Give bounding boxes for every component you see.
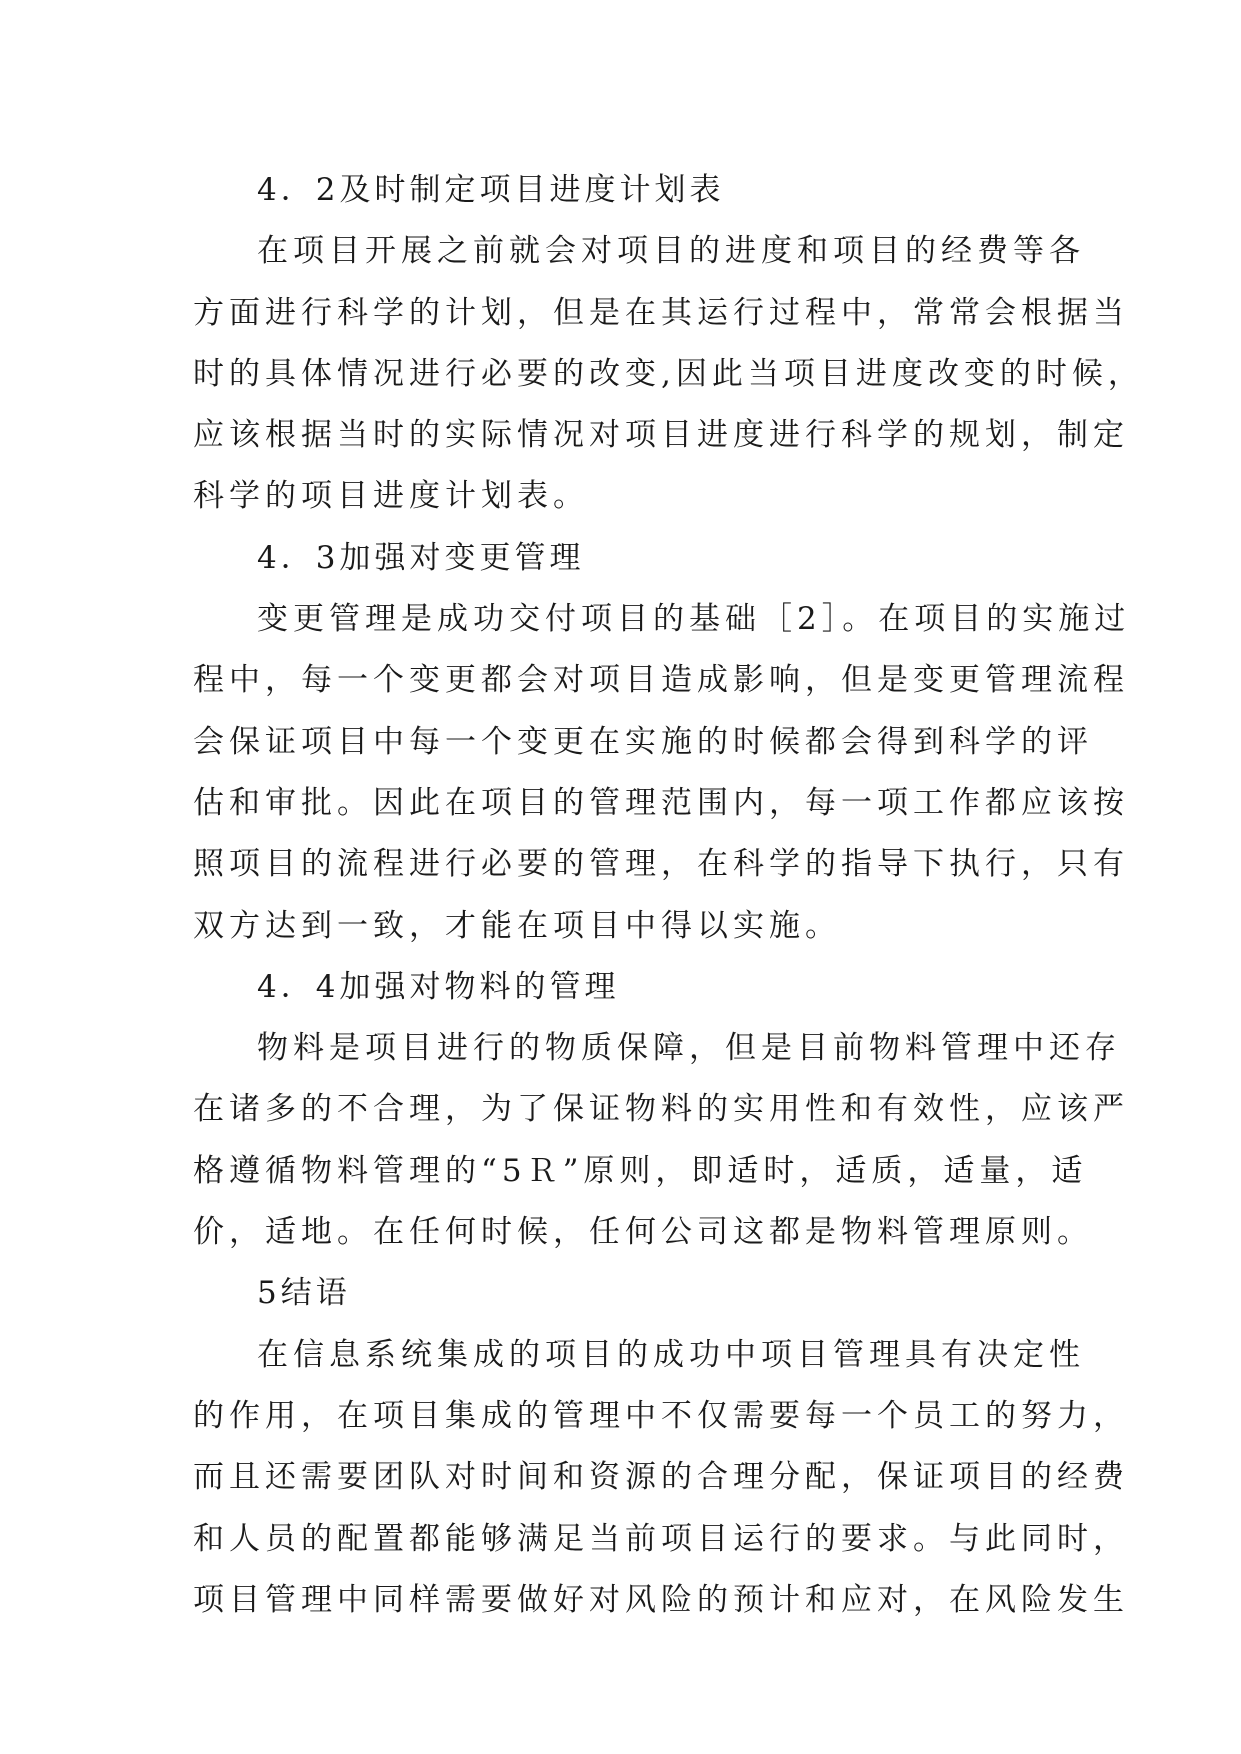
paragraph-line: 项目管理中同样需要做好对风险的预计和应对，在风险发生 <box>193 1581 1129 1618</box>
paragraph-line: 的作用，在项目集成的管理中不仅需要每一个员工的努力， <box>193 1397 1129 1434</box>
paragraph-line: 照项目的流程进行必要的管理，在科学的指导下执行，只有 <box>193 846 1129 883</box>
paragraph-line: 时的具体情况进行必要的改变,因此当项目进度改变的时候， <box>193 355 1144 392</box>
section-heading-5: 5结语 <box>257 1275 351 1312</box>
paragraph-line: 应该根据当时的实际情况对项目进度进行科学的规划，制定 <box>193 417 1129 454</box>
paragraph-line: 在信息系统集成的项目的成功中项目管理具有决定性 <box>257 1336 1085 1373</box>
section-heading-4-3: 4．3加强对变更管理 <box>257 539 585 576</box>
paragraph-line: 变更管理是成功交付项目的基础［2］。在项目的实施过 <box>257 601 1131 638</box>
paragraph-line: 会保证项目中每一个变更在实施的时候都会得到科学的评 <box>193 723 1093 760</box>
paragraph-line: 方面进行科学的计划，但是在其运行过程中，常常会根据当 <box>193 294 1129 331</box>
section-heading-4-4: 4．4加强对物料的管理 <box>257 968 620 1005</box>
paragraph-line: 物料是项目进行的物质保障，但是目前物料管理中还存 <box>257 1030 1121 1067</box>
paragraph-line-last: 科学的项目进度计划表。 <box>193 478 589 515</box>
paragraph-line-last: 双方达到一致，才能在项目中得以实施。 <box>193 907 841 944</box>
paragraph-line: 和人员的配置都能够满足当前项目运行的要求。与此同时， <box>193 1520 1129 1557</box>
paragraph-line: 程中，每一个变更都会对项目造成影响，但是变更管理流程 <box>193 662 1129 699</box>
paragraph-line-last: 价，适地。在任何时候，任何公司这都是物料管理原则。 <box>193 1214 1093 1251</box>
document-body <box>193 160 1144 1631</box>
paragraph-line: 在项目开展之前就会对项目的进度和项目的经费等各 <box>257 233 1085 270</box>
paragraph-line: 估和审批。因此在项目的管理范围内，每一项工作都应该按 <box>193 784 1129 821</box>
paragraph-line: 在诸多的不合理，为了保证物料的实用性和有效性，应该严 <box>193 1091 1129 1128</box>
paragraph-line: 而且还需要团队对时间和资源的合理分配，保证项目的经费 <box>193 1459 1129 1496</box>
paragraph-line: 格遵循物料管理的“5Ｒ”原则，即适时，适质，适量，适 <box>193 1152 1088 1189</box>
section-heading-4-2: 4．2及时制定项目进度计划表 <box>257 172 725 208</box>
